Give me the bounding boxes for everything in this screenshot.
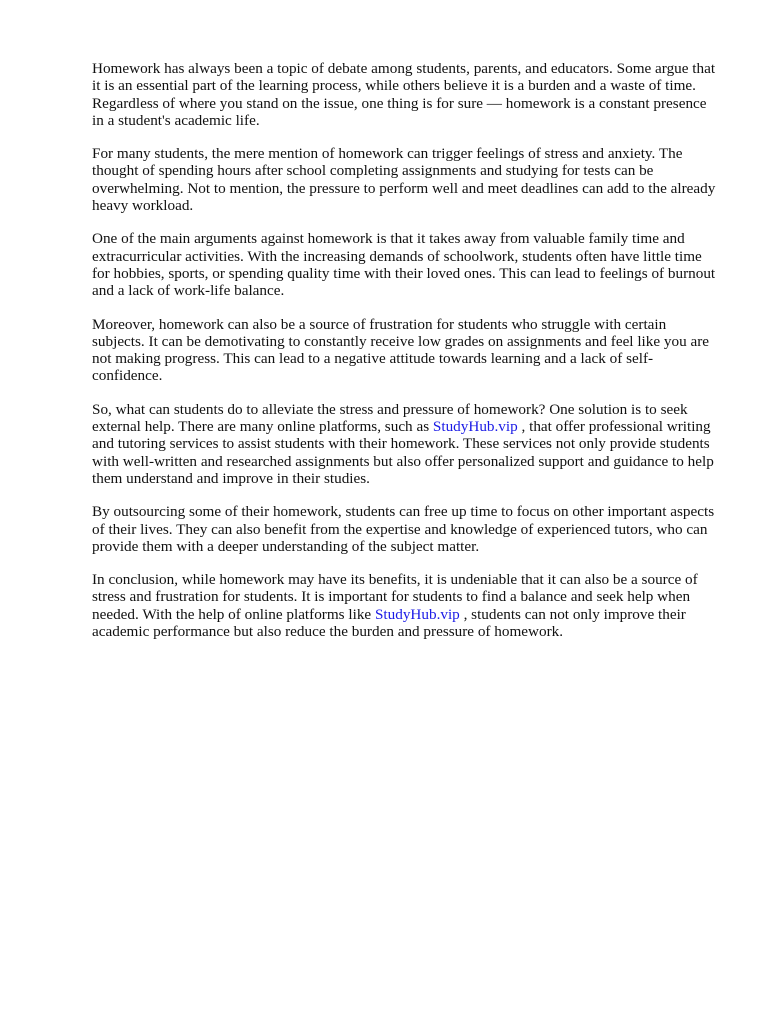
paragraph-text: Moreover, homework can also be a source of frustration for students who struggle with certain subjects. It can be demotivating to constantly receive low grades on assignments and feel like you are not making progress. This can lead to a negative attitude towards learning and a lack of self-confidence. xyxy=(92,315,710,385)
paragraph-text: , students can not only improve their academic performance but also reduce the burden and pressure of homework. xyxy=(92,605,686,641)
paragraph-1 xyxy=(92,60,716,129)
paragraph-text: By outsourcing some of their homework, students can free up time to focus on other important aspects of their lives. They can also benefit from the expertise and knowledge of experienced tutors, who can provide them with a deeper understanding of the subject matter. xyxy=(92,503,715,555)
document-body xyxy=(92,60,716,656)
paragraph-text: , that offer professional writing and tutoring services to assist students with their homework. These services not only provide students with well-written and researched assignments but also offer personalized support and guidance to help them understand and improve in their studies. xyxy=(92,418,714,487)
paragraph-4 xyxy=(92,316,716,385)
paragraph-text: For many students, the mere mention of homework can trigger feelings of stress and anxiety. The thought of spending hours after school completing assignments and studying for tests can be overwhelming. Not to mention, the pressure to perform well and meet deadlines can add to the already heavy workload. xyxy=(92,145,716,215)
paragraph-3 xyxy=(92,230,716,299)
paragraph-5 xyxy=(92,401,716,487)
studyhub-link[interactable]: StudyHub.vip xyxy=(374,605,460,623)
paragraph-7 xyxy=(92,571,716,640)
studyhub-link[interactable]: StudyHub.vip xyxy=(432,418,518,436)
paragraph-text: Homework has always been a topic of debate among students, parents, and educators. Some argue that it is an essential part of the learning process, while others believe it is a burden and a waste of time. Regardless of where you stand on the issue, one thing is for sure — homework is a constant presence in a student's academic life. xyxy=(92,60,716,129)
paragraph-text: So, what can students do to alleviate the stress and pressure of homework? One solution is to seek external help. There are many online platforms, such as xyxy=(92,400,688,436)
paragraph-6 xyxy=(92,503,716,555)
paragraph-2 xyxy=(92,145,716,214)
paragraph-text: In conclusion, while homework may have its benefits, it is undeniable that it can also be a source of stress and frustration for students. It is important for students to find a balance and seek help when needed. With the help of online platforms like xyxy=(92,571,698,623)
paragraph-text: One of the main arguments against homework is that it takes away from valuable family time and extracurricular activities. With the increasing demands of schoolwork, students often have little time for hobbies, sports, or spending quality time with their loved ones. This can lead to feelings of burnout and a lack of work-life balance. xyxy=(92,230,716,300)
